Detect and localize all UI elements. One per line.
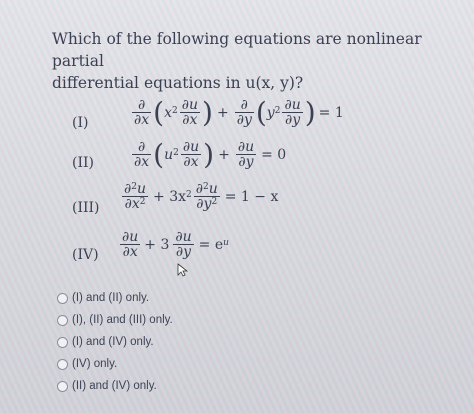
du-dx: $\frac{\partial u}{\partial x}$ [182, 139, 200, 170]
radio-icon[interactable] [57, 381, 68, 392]
d2u-dy2: $\frac{\partial^2u}{\partial y^2}$ [195, 181, 218, 212]
option-2[interactable]: (I), (II) and (III) only. [57, 309, 173, 331]
partial-x-operator: $\frac{\partial}{\partial x}$ [134, 97, 150, 128]
equation-label-1: (I) [72, 115, 89, 131]
answer-options [57, 287, 173, 397]
equation-label-4: (IV) [72, 247, 99, 263]
radio-icon[interactable] [57, 315, 68, 326]
d2u-dx2: $\frac{\partial^2u}{\partial x^2}$ [124, 181, 147, 212]
radio-icon[interactable] [57, 359, 68, 370]
du-dx: $\frac{\partial u}{\partial x}$ [122, 229, 139, 260]
du-dy: $\frac{\partial u}{\partial y}$ [175, 229, 192, 260]
equation-1: $\frac{\partial}{\partial x}$ ( x 2 $\frac{\partial u}{\partial x}$ ) + $\frac{\partial}{\partial y}$ ( y 2 $\frac{\partial u}{\partial y}$ ) = 1 [134, 96, 344, 129]
option-4[interactable]: (IV) only. [57, 353, 173, 375]
du-dy: $\frac{\partial u}{\partial y}$ [237, 139, 255, 170]
equation-label-2: (II) [72, 155, 94, 171]
radio-icon[interactable] [57, 293, 68, 304]
partial-y-operator: $\frac{\partial}{\partial y}$ [236, 97, 252, 128]
du-dx: $\frac{\partial u}{\partial x}$ [181, 97, 199, 128]
du-dy: $\frac{\partial u}{\partial y}$ [284, 97, 301, 128]
question-line-1: Which of the following equations are nonlinear partial [52, 30, 422, 70]
equation-3: $\frac{\partial^2u}{\partial x^2}$ + 3x 2 $\frac{\partial^2u}{\partial y^2}$ = 1 − x [124, 181, 279, 212]
option-3[interactable]: (I) and (IV) only. [57, 331, 173, 353]
equation-2: $\frac{\partial}{\partial x}$ ( u 2 $\frac{\partial u}{\partial x}$ ) + $\frac{\partial u}{\partial y}$ = 0 [134, 138, 287, 171]
equation-4: $\frac{\partial u}{\partial x}$ + 3 $\frac{\partial u}{\partial y}$ = e u [122, 229, 229, 260]
equation-label-3: (III) [72, 200, 100, 216]
question-text [52, 28, 452, 94]
radio-icon[interactable] [57, 337, 68, 348]
question-line-2: differential equations in u(x, y)? [52, 74, 304, 92]
option-5[interactable]: (II) and (IV) only. [57, 375, 173, 397]
option-1[interactable]: (I) and (II) only. [57, 287, 173, 309]
partial-x-operator: $\frac{\partial}{\partial x}$ [134, 139, 150, 170]
